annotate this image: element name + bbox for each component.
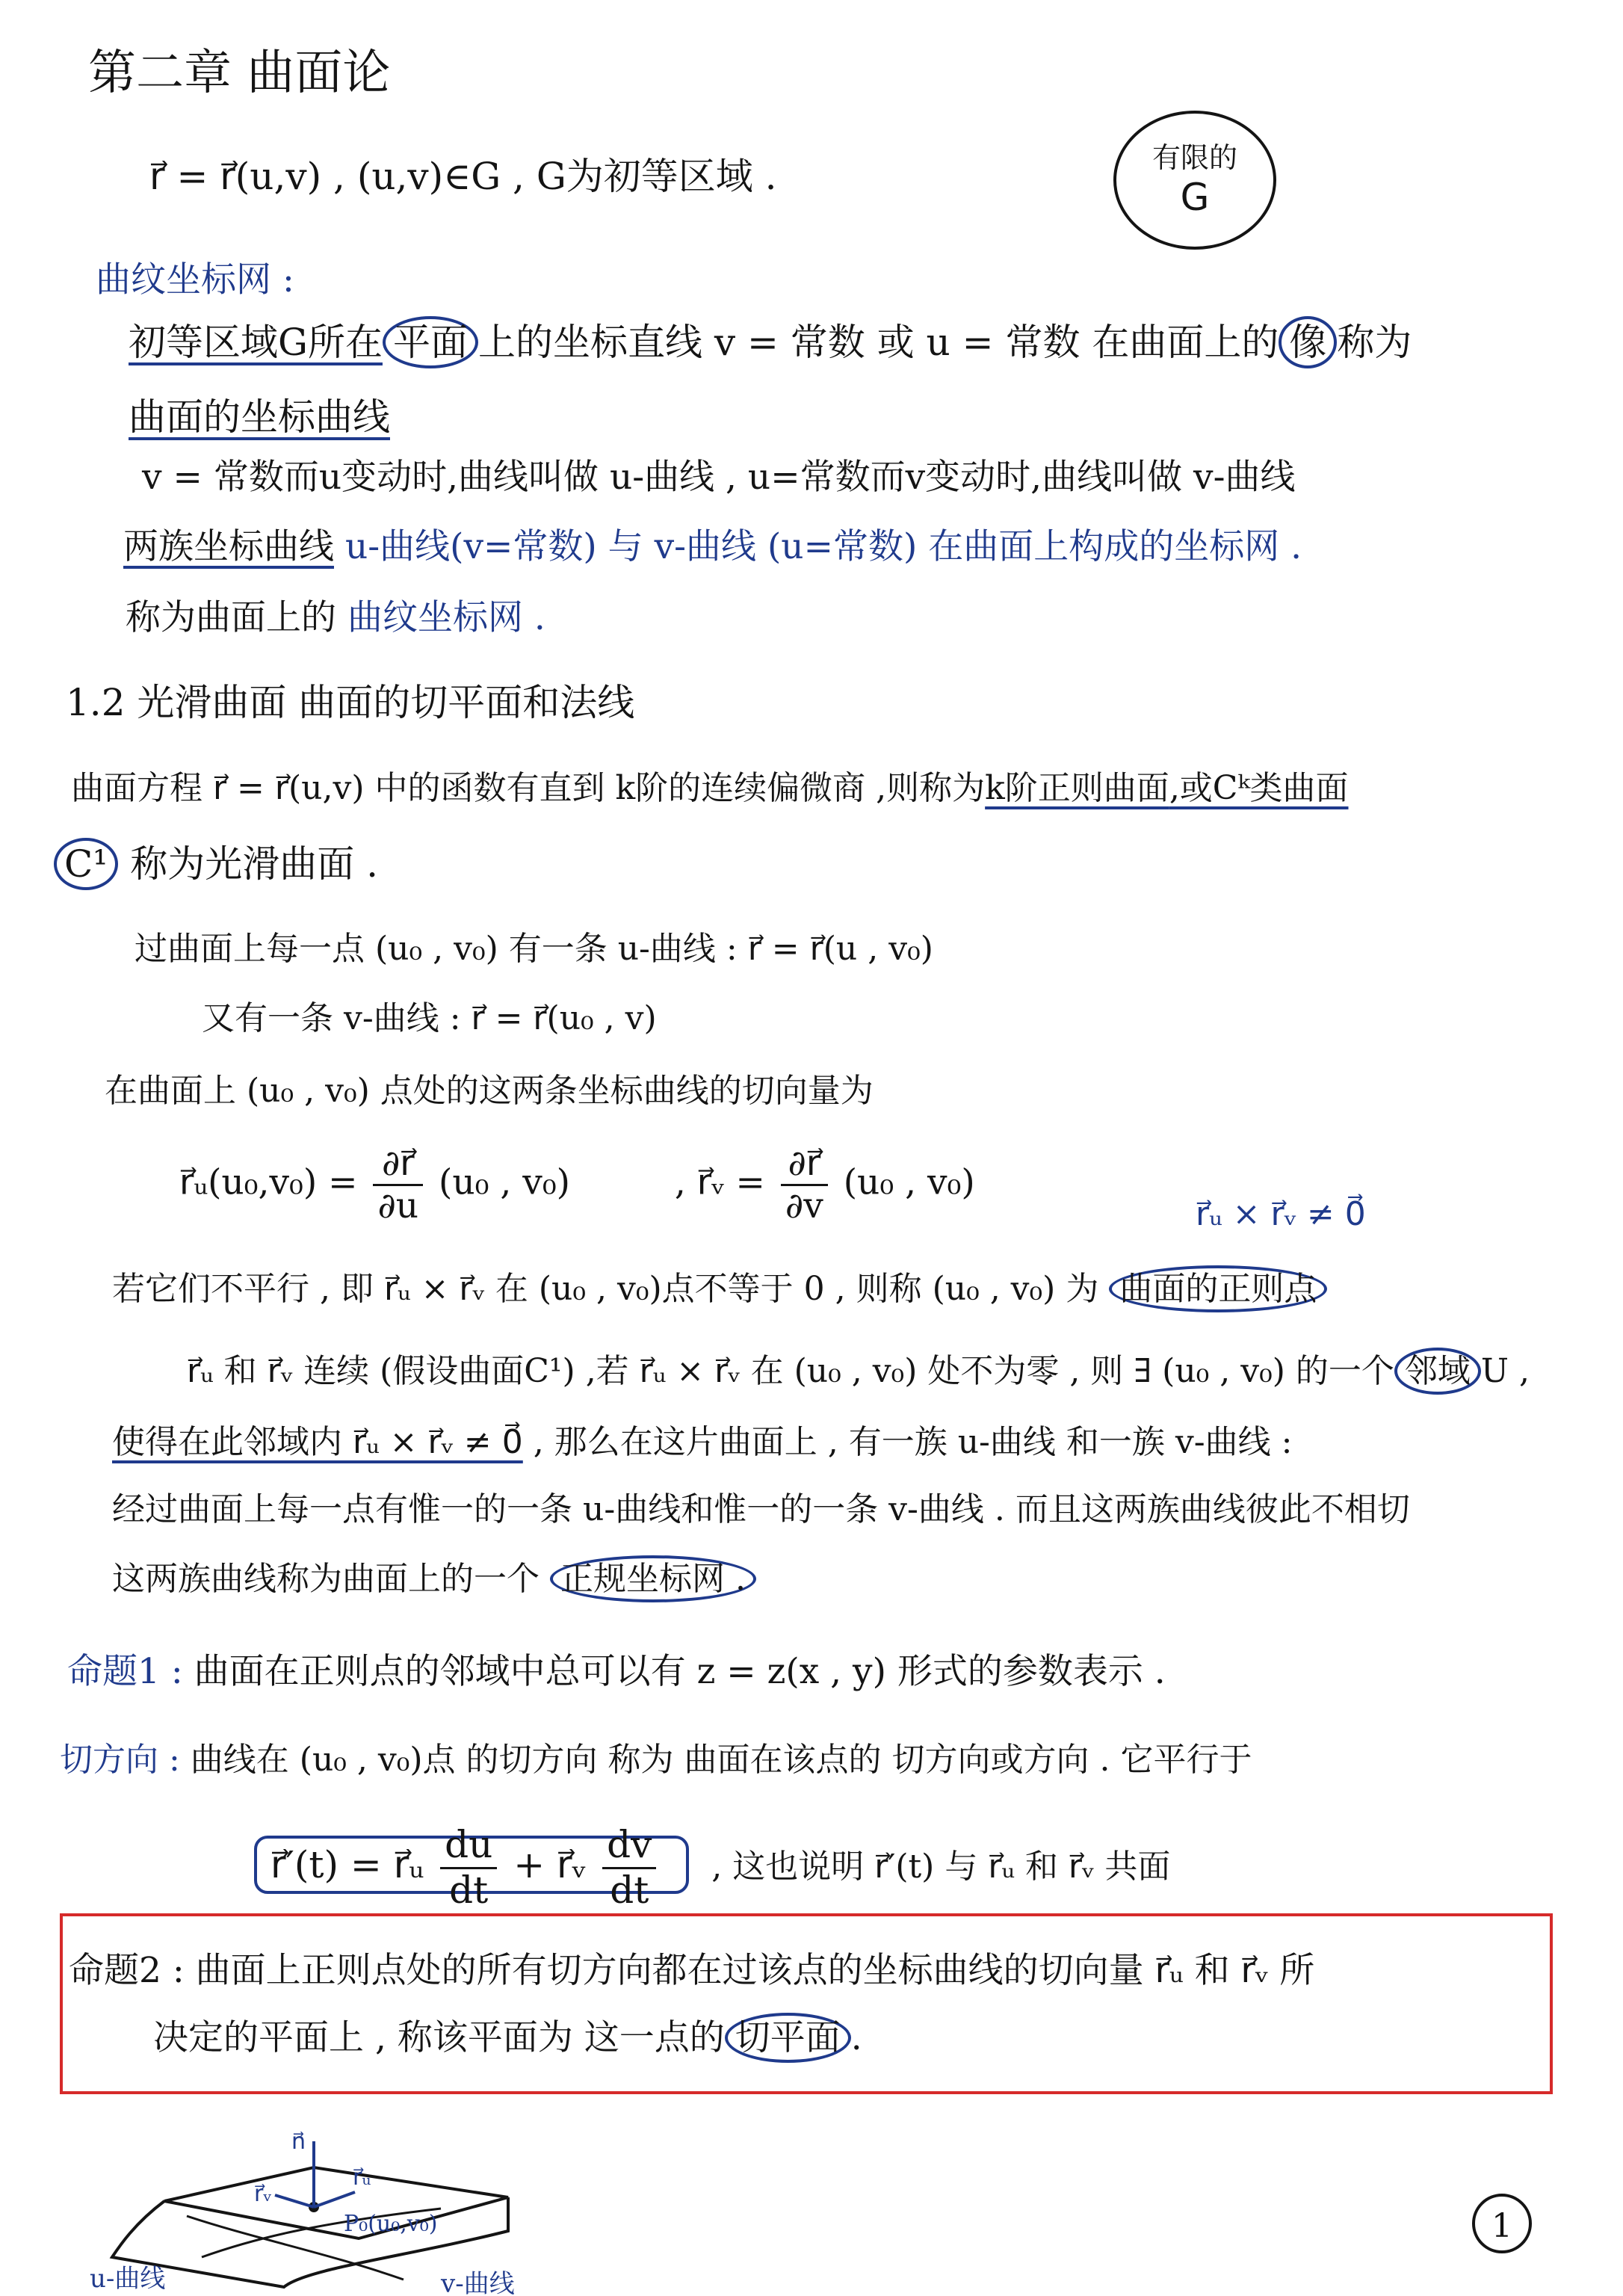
- page-number: 1: [1472, 2194, 1532, 2253]
- smooth-line8-a: 使得在此邻域内 r⃗ᵤ × r⃗ᵥ ≠ 0⃗: [112, 1423, 523, 1461]
- regular-point-circled: 曲面的正则点: [1109, 1265, 1327, 1312]
- smooth-line1-a: 曲面方程 r⃗ = r⃗(u,v) 中的函数有直到 k阶的连续偏微商 ,则称为: [71, 769, 986, 807]
- smooth-line6-a: 若它们不平行 , 即 r⃗ᵤ × r⃗ᵥ 在 (u₀ , v₀)点不等于 0 , 则称 (u₀ , v₀) 为: [112, 1270, 1099, 1308]
- smooth-line5: 在曲面上 (u₀ , v₀) 点处的这两条坐标曲线的切向量为: [105, 1072, 874, 1110]
- ru-fraction: [373, 1144, 423, 1226]
- rv-denominator: ∂v: [785, 1185, 823, 1227]
- proposition2-text2c: .: [850, 2017, 862, 2058]
- tangent-formula-line: [254, 1824, 1170, 1912]
- v-curve-label: v-曲线: [441, 2269, 515, 2295]
- proposition2-label: 命题2 :: [69, 1950, 185, 1991]
- tangent-vectors-formula: [179, 1144, 975, 1226]
- rv-numerator: ∂r⃗: [781, 1144, 828, 1186]
- tangent-formula-box: [254, 1823, 689, 1912]
- p0-label: P₀(u₀,v₀): [344, 2211, 438, 2237]
- section-1-2-heading: 1.2 光滑曲面 曲面的切平面和法线: [66, 681, 635, 724]
- smooth-line10-a: 这两族曲线称为曲面上的一个: [112, 1560, 540, 1598]
- smooth-line9: 经过曲面上每一点有惟一的一条 u-曲线和惟一的一条 v-曲线 . 而且这两族曲线彼此不相切: [112, 1490, 1410, 1528]
- smooth-line7-c: U ,: [1480, 1352, 1530, 1390]
- smooth-line7-a: r⃗ᵤ 和 r⃗ᵥ 连续 (假设曲面C¹) ,若 r⃗ᵤ × r⃗ᵥ 在 (u₀ , v₀) 处不为零 , 则 ∃ (u₀ , v₀) 的一个: [187, 1352, 1394, 1390]
- coord-net-line1-e: 称为: [1337, 321, 1412, 364]
- badge-line1: 有限的: [1151, 141, 1237, 174]
- image-circled: 像: [1279, 316, 1337, 368]
- proposition1-text: 曲面在正则点的邻域中总可以有 z = z(x , y) 形式的参数表示 .: [194, 1651, 1166, 1692]
- proposition1: [67, 1652, 1166, 1692]
- ru-denominator: ∂u: [377, 1185, 419, 1227]
- proposition2-text2a: 决定的平面上 , 称该平面为 这一点的: [153, 2017, 725, 2058]
- smooth-line2: [54, 843, 378, 886]
- coord-net-line3: v = 常数而u变动时,曲线叫做 u-曲线 , u=常数而v变动时,曲线叫做 v-曲线: [142, 457, 1296, 498]
- regular-net-circled: 正规坐标网 .: [550, 1555, 756, 1602]
- surface-equation: r⃗ = r⃗(u,v) , (u,v)∈G , G为初等区域 .: [149, 155, 777, 198]
- coord-net-line5-a: 称为曲面上的: [126, 597, 336, 638]
- badge-line2: G: [1180, 176, 1210, 219]
- dv-numerator: dv: [602, 1824, 656, 1869]
- coord-net-line4-b: u-曲线(v=常数) 与 v-曲线 (u=常数) 在曲面上构成的坐标网 .: [344, 526, 1302, 567]
- dt-denominator-2: dt: [610, 1868, 649, 1912]
- tangent-direction-text: 曲线在 (u₀ , v₀)点 的切方向 称为 曲面在该点的 切方向或方向 . 它平行于: [190, 1741, 1252, 1779]
- tangent-direction-label: 切方向 :: [60, 1741, 180, 1779]
- coord-net-line1-c: 上的坐标直线 v = 常数 或 u = 常数 在曲面上的: [477, 321, 1279, 364]
- ck-class-term: ,或Cᵏ类曲面: [1169, 769, 1349, 807]
- curvilinear-net-term: 曲纹坐标网 .: [347, 597, 545, 638]
- ru-lhs: r⃗ᵤ(u₀,v₀) =: [179, 1161, 358, 1203]
- coordinate-curves-term: 曲面的坐标曲线: [129, 395, 390, 439]
- coord-net-line4-a: 两族坐标曲线: [123, 526, 334, 567]
- rv-lhs: , r⃗ᵥ =: [674, 1161, 765, 1203]
- smooth-line1: [71, 770, 1349, 808]
- smooth-line6: [112, 1271, 1327, 1309]
- smooth-line8-b: , 那么在这片曲面上 , 有一族 u-曲线 和一族 v-曲线 :: [533, 1423, 1293, 1461]
- smooth-line10: [112, 1561, 756, 1599]
- coord-net-line1-a: 初等区域G所在: [129, 321, 383, 364]
- smooth-line8: [112, 1424, 1292, 1462]
- dv-dt-fraction: [602, 1824, 656, 1912]
- neighborhood-circled: 邻域: [1394, 1348, 1481, 1395]
- proposition2-text1: 曲面上正则点处的所有切方向都在过该点的坐标曲线的切向量 r⃗ᵤ 和 r⃗ᵥ 所: [195, 1950, 1315, 1991]
- finite-g-badge: [1113, 111, 1276, 250]
- proposition2-line1: [69, 1951, 1314, 1991]
- proposition2-line2: [153, 2018, 862, 2058]
- rv-fraction: [781, 1144, 828, 1226]
- coord-net-line5: [126, 598, 545, 638]
- formula-lhs: r⃗′(t) = r⃗ᵤ: [270, 1843, 424, 1886]
- rv-vector: [275, 2195, 314, 2207]
- dt-denominator-1: dt: [449, 1868, 489, 1912]
- du-numerator: du: [440, 1824, 497, 1869]
- tangent-plane-circled: 切平面: [725, 2013, 851, 2063]
- smooth-line7: [187, 1353, 1530, 1391]
- coord-net-line1: [129, 321, 1412, 365]
- cross-product-note: r⃗ᵤ × r⃗ᵥ ≠ 0⃗: [1196, 1195, 1366, 1233]
- smooth-line3: 过曲面上每一点 (u₀ , v₀) 有一条 u-曲线 : r⃗ = r⃗(u , v₀): [135, 930, 933, 968]
- u-curve-label: u-曲线: [90, 2264, 166, 2294]
- rv-label: r⃗ᵥ: [254, 2181, 272, 2207]
- tangent-plane-sketch: [90, 2126, 613, 2295]
- proposition2-box: [60, 1913, 1553, 2094]
- after-formula-text: , 这也说明 r⃗′(t) 与 r⃗ᵤ 和 r⃗ᵥ 共面: [711, 1848, 1171, 1886]
- coord-net-line2: [129, 396, 390, 439]
- smooth-line4: 又有一条 v-曲线 : r⃗ = r⃗(u₀ , v): [202, 999, 657, 1037]
- k-regular-surface-term: k阶正则曲面: [985, 769, 1169, 807]
- coord-net-line4: [123, 527, 1302, 567]
- formula-mid: + r⃗ᵥ: [513, 1843, 587, 1886]
- n-label: n⃗: [291, 2129, 306, 2155]
- page-title: 第二章 曲面论: [88, 46, 391, 101]
- c1-circled: C¹: [54, 838, 118, 890]
- tangent-direction: [60, 1741, 1252, 1780]
- ru-tail: (u₀ , v₀): [439, 1161, 570, 1203]
- proposition1-label: 命题1 :: [67, 1651, 183, 1692]
- ru-label: r⃗ᵤ: [353, 2164, 371, 2191]
- tangent-plane-shape: [164, 2167, 508, 2238]
- plane-circled: 平面: [383, 316, 478, 368]
- smooth-surface-term: 称为光滑曲面 .: [130, 842, 379, 886]
- ru-vector: [314, 2192, 355, 2207]
- ru-numerator: ∂r⃗: [373, 1144, 423, 1186]
- rv-tail: (u₀ , v₀): [843, 1161, 975, 1203]
- coord-net-heading: 曲纹坐标网 :: [96, 259, 294, 300]
- du-dt-fraction: [440, 1824, 497, 1912]
